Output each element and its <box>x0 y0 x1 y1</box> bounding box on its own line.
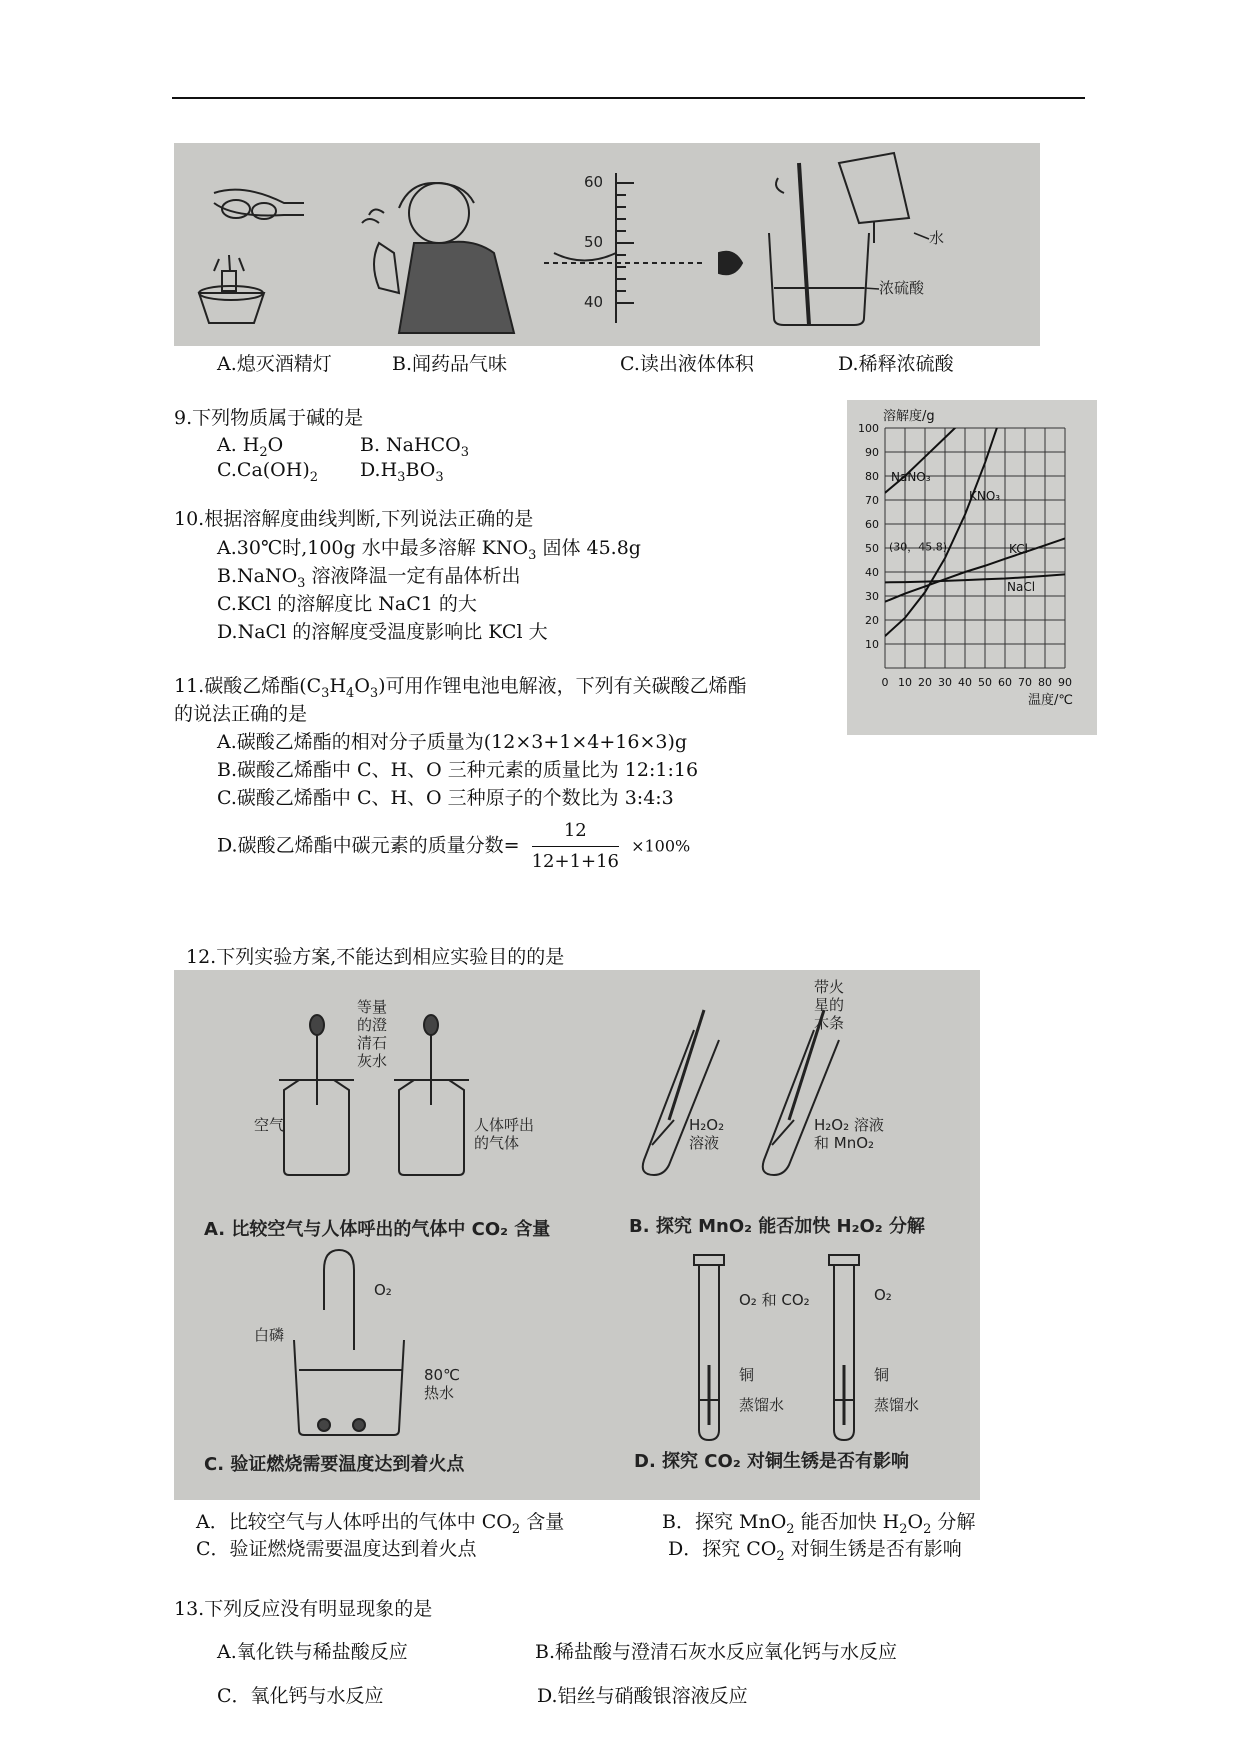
x-tick-label: 20 <box>918 676 932 689</box>
x-tick-label: 50 <box>978 676 992 689</box>
c-right-2: 热水 <box>424 1384 455 1402</box>
q9-stem: 9.下列物质属于碱的是 <box>174 407 364 429</box>
x-tick-label: 70 <box>1018 676 1032 689</box>
q13-option-b: B.稀盐酸与澄清石灰水反应氧化钙与水反应 <box>535 1641 898 1663</box>
a-top-3: 清石 <box>357 1034 388 1052</box>
q10-option-a: A.30℃时,100g 水中最多溶解 $KNO_3$ 固体 45.8g <box>217 537 641 563</box>
cylinder-read-icon <box>544 173 742 323</box>
header-rule <box>172 97 1085 99</box>
y-tick-label: 90 <box>865 446 879 459</box>
b-right-2: 和 MnO₂ <box>814 1134 875 1152</box>
q11-option-a: A.碳酸乙烯酯的相对分子质量为(12×3+1×4+16×3)g <box>217 731 688 753</box>
q10-option-c: C.KCl 的溶解度比 NaC1 的大 <box>217 593 477 615</box>
q8-drawings <box>174 143 1040 346</box>
series-label: KNO₃ <box>969 489 1001 503</box>
x-tick-label: 90 <box>1058 676 1072 689</box>
x-tick-label: 40 <box>958 676 972 689</box>
x-tick-label: 10 <box>898 676 912 689</box>
y-axis-label: 溶解度/g <box>883 409 935 424</box>
q9-option-b: B. NaHCO$_3$ <box>360 434 469 460</box>
b-left-1: H₂O₂ <box>689 1116 725 1134</box>
a-right-1: 人体呼出 <box>474 1116 535 1134</box>
y-tick-label: 50 <box>865 542 879 555</box>
a-left: 空气 <box>254 1116 285 1134</box>
label-sulfuric-acid: 浓硫酸 <box>879 279 925 297</box>
q9-option-a: A. $H_2O$ <box>217 434 284 460</box>
a-top-2: 的澄 <box>357 1016 388 1034</box>
y-tick-label: 100 <box>858 422 879 435</box>
q8-option-b: B.闻药品气味 <box>392 353 508 375</box>
b-right-1: H₂O₂ 溶液 <box>814 1116 884 1134</box>
y-tick-label: 60 <box>865 518 879 531</box>
q10-stem: 10.根据溶解度曲线判断,下列说法正确的是 <box>174 508 534 530</box>
caption-d: D. 探究 CO₂ 对铜生锈是否有影响 <box>634 1451 909 1472</box>
a-top-1: 等量 <box>357 998 388 1016</box>
series-label: NaCl <box>1007 580 1036 595</box>
q12-option-b: B．探究 MnO$_2$ 能否加快 $H_2O_2$ 分解 <box>662 1511 976 1537</box>
caption-c: C. 验证燃烧需要温度达到着火点 <box>204 1454 465 1475</box>
y-tick-label: 70 <box>865 494 879 507</box>
a-top-4: 灰水 <box>357 1052 388 1070</box>
c-left: 白磷 <box>254 1326 285 1344</box>
x-tick-label: 80 <box>1038 676 1052 689</box>
label-water: 水 <box>929 229 945 247</box>
series-label: NaNO₃ <box>891 469 931 484</box>
q12-option-d: D．探究 $CO_2$ 对铜生锈是否有影响 <box>668 1538 962 1564</box>
b-top-1: 带火 <box>814 978 845 996</box>
q12-option-c: C．验证燃烧需要温度达到着火点 <box>196 1538 477 1560</box>
q12-option-a: A．比较空气与人体呼出的气体中 $CO_2$ 含量 <box>196 1511 565 1537</box>
q13-option-d: D.铝丝与硝酸银溶液反应 <box>537 1685 748 1707</box>
q8-option-a: A.熄灭酒精灯 <box>217 353 332 375</box>
q8-figure <box>174 143 1040 346</box>
b-top-3: 木条 <box>814 1014 845 1032</box>
q12-stem: 12.下列实验方案,不能达到相应实验目的的是 <box>186 946 565 968</box>
d-right-gas: O₂ <box>874 1286 892 1304</box>
q8-option-c: C.读出液体体积 <box>620 353 754 375</box>
x-tick-label: 30 <box>938 676 952 689</box>
a-right-2: 的气体 <box>474 1134 520 1152</box>
y-tick-label: 40 <box>865 566 879 579</box>
q11-option-d: D.碳酸乙烯酯中碳元素的质量分数= $\frac{12}{12+1+16}$ ×100% <box>217 816 690 877</box>
b-top-2: 星的 <box>814 996 845 1014</box>
q12-drawings <box>174 970 980 1500</box>
d-water-left: 蒸馏水 <box>739 1396 785 1414</box>
q11-option-c: C.碳酸乙烯酯中 C、H、O 三种原子的个数比为 3:4:3 <box>217 787 674 809</box>
q12-figure <box>174 970 980 1500</box>
c-o2: O₂ <box>374 1281 392 1299</box>
smell-drug-icon <box>362 183 514 333</box>
q13-stem: 13.下列反应没有明显现象的是 <box>174 1598 433 1620</box>
annotation-point: (30，45.8) <box>889 540 948 554</box>
q11-option-b: B.碳酸乙烯酯中 C、H、O 三种元素的质量比为 12:1:16 <box>217 759 699 781</box>
c-right-1: 80℃ <box>424 1366 460 1384</box>
d-cu-right: 铜 <box>874 1366 890 1384</box>
b-left-2: 溶液 <box>689 1134 720 1152</box>
q11-stem-line2: 的说法正确的是 <box>174 703 308 725</box>
x-axis-label: 温度/℃ <box>1028 693 1073 708</box>
solubility-chart <box>847 400 1097 735</box>
mark-60: 60 <box>584 173 604 191</box>
mass-fraction: $\frac{12}{12+1+16}$ <box>532 816 619 877</box>
mark-40: 40 <box>584 293 604 311</box>
solubility-chart-svg <box>847 400 1097 735</box>
q13-option-a: A.氧化铁与稀盐酸反应 <box>217 1641 408 1663</box>
series-label: KCl <box>1009 541 1028 556</box>
y-tick-label: 10 <box>865 638 879 651</box>
caption-a: A. 比较空气与人体呼出的气体中 CO₂ 含量 <box>204 1219 551 1240</box>
alcohol-lamp-icon <box>199 190 304 323</box>
dilute-acid-icon <box>769 153 909 325</box>
q10-option-d: D.NaCl 的溶解度受温度影响比 KCl 大 <box>217 621 548 643</box>
q9-option-d: $D.H_3BO_3$ <box>360 459 444 485</box>
q8-option-d: D.稀释浓硫酸 <box>838 353 954 375</box>
x-tick-label: 60 <box>998 676 1012 689</box>
series-line-NaCl <box>885 574 1065 582</box>
q11-stem: 11.碳酸乙烯酯$(C_3H_4O_3)$可用作锂电池电解液，下列有关碳酸乙烯酯 <box>174 675 747 701</box>
test-tubes-icon <box>643 1010 839 1175</box>
d-water-right: 蒸馏水 <box>874 1396 920 1414</box>
caption-b: B. 探究 MnO₂ 能否加快 H₂O₂ 分解 <box>629 1216 925 1237</box>
q13-option-c: C．氧化钙与水反应 <box>217 1685 384 1707</box>
q9-option-c: $C.Ca(OH)_2$ <box>217 459 319 485</box>
q10-option-b: B.NaNO$_3$ 溶液降温一定有晶体析出 <box>217 565 521 591</box>
x-tick-label: 0 <box>881 676 889 689</box>
mark-50: 50 <box>584 233 604 251</box>
y-tick-label: 80 <box>865 470 879 483</box>
d-left-gas: O₂ 和 CO₂ <box>739 1291 810 1309</box>
d-cu-left: 铜 <box>739 1366 755 1384</box>
y-tick-label: 20 <box>865 614 879 627</box>
y-tick-label: 30 <box>865 590 879 603</box>
beaker-icon <box>294 1250 404 1435</box>
